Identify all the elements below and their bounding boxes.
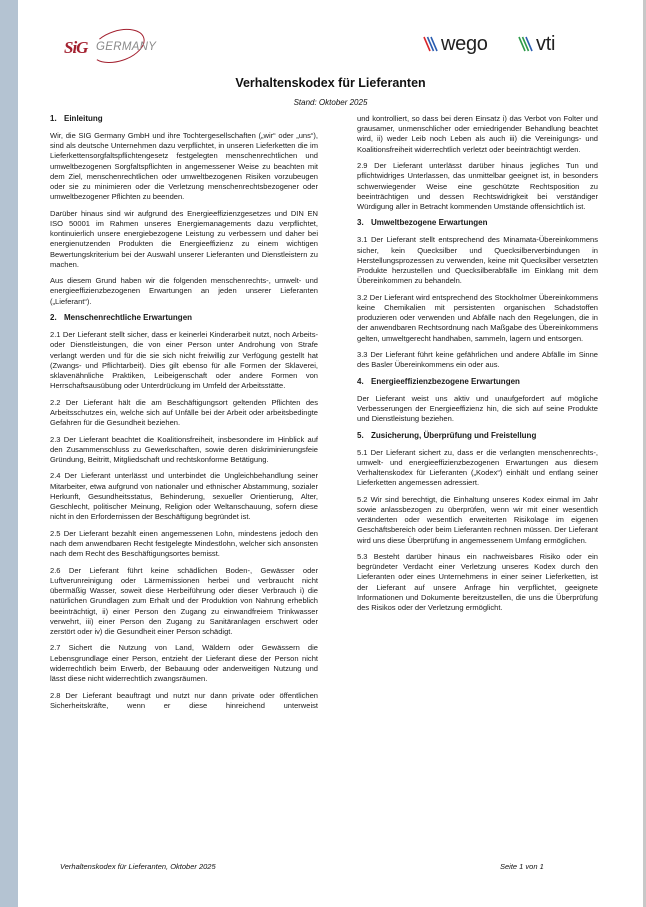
paragraph: 2.9 Der Lieferant unterlässt darüber hinaus jegliches Tun und pflichtwidriges Unterlassen, das unmittelbar geeignet ist, in besonders schwerwiegender Weise eine geschützte Rechtsposition zu beeinträchtigen und dessen Rechtswidrigkeit bei verständiger Würdigung aller in Betracht kommenden Umstände offensichtlich ist. [357,161,598,211]
paragraph: 2.2 Der Lieferant hält die am Beschäftigungsort geltenden Pflichten des Arbeitsschutzes ein, welche sich auf Unfälle bei der Arbeit oder arbeitsbedingte Gefahren für die Gesundheit beziehen. [50,397,318,428]
vti-wordmark: vti [536,32,556,55]
paragraph: 2.5 Der Lieferant bezahlt einen angemessenen Lohn, mindestens jedoch den nach dem anwendbaren Recht festgelegte Mindestlohn, welcher sich ansonsten nach dem Recht des Beschäftigungsortes bemisst. [50,528,318,559]
wego-logo [423,32,488,56]
vti-logo [518,32,555,56]
paragraph: 5.1 Der Lieferant sichert zu, dass er die verlangten menschenrechts-, umwelt- und energieeffizienzbezogenen Erwartungen aus diesem Verhaltenskodex für Lieferanten („Kodex“) einhält und entlang seiner Lieferketten angemessen adressiert. [357,447,598,488]
paragraph: 2.4 Der Lieferant unterlässt und unterbindet die Ungleichbehandlung seiner Mitarbeiter, etwa aufgrund von nationaler und ethnischer Abstammung, sozialer Herkunft, Gesundheitsstatus, Behinderung, sexueller Orientierung, Alter, Geschlecht, politischer Meinung, Religion oder Weltanschauung, sofern diese nicht in den Erfordernissen der Beschäftigung begründet ist. [50,471,318,522]
left-column [50,114,318,717]
paragraph: 2.6 Der Lieferant führt keine schädlichen Boden-, Gewässer oder Luftverunreinigung oder Lärmemissionen herbei und verbraucht nicht übermäßig Wasser, soweit diese Herbeiführung oder dieser Verbrauch i) die natürlichen Grundlagen zum Erhalt und der Produktion von Nahrung erheblich beeinträchtigt, ii) einer Person den Zugang zu einwandfreiem Trinkwasser verwehrt, iii) einer Person den Zugang zu Sanitäranlagen erschwert oder zerstört oder iv) die Gesundheit einer Person schädigt. [50,565,318,636]
paragraph: 2.8 Der Lieferant beauftragt und nutzt nur dann private oder öffentlichen Sicherheitskräfte, wenn er diese hinreichend unterweist [50,690,318,710]
wego-wordmark: wego [441,32,488,55]
section-heading-4: 4. Energieeffizienzbezogene Erwartungen [357,376,520,386]
paragraph: Darüber hinaus sind wir aufgrund des Energieeffizienzgesetzes und DIN EN ISO 50001 im Rahmen unseres Energiemanagements dazu verpflichtet, kontinuierlich unsere energiebezogene Leistung zu verbessern und daher bei energienutzenden Produkten die Energieeffizienz zu einem wichtigen Bewertungskriterium bei der Auswahl unserer Lieferanten und Dienstleistern zu machen. [50,208,318,269]
stripes-icon [518,35,534,53]
section-heading-2: 2. Menschenrechtliche Erwartungen [50,313,193,323]
paragraph: Aus diesem Grund haben wir die folgenden menschenrechts-, umwelt- und energieeffizienzbezogenen Erwartungen an jeden unserer Lieferanten („Lieferant“). [50,276,318,306]
paragraph: 2.1 Der Lieferant stellt sicher, dass er keinerlei Kinderarbeit nutzt, noch Arbeits- oder Dienstleistungen, die von einer Person unter Androhung von Strafe verlangt werden und für die sie sich nicht freiwillig zur Verfügung gestellt hat (Zwangs- und Pflichtarbeit). Dies gilt ebenso für alle Formen der Sklaverei, sklavenähnliche Praktiken, Leibeigenschaft oder andere Formen von Herrschaftsausübung oder Unterdrückung im Umfeld der Arbeitsstätte. [50,330,318,391]
sig-germany-logo [60,28,180,64]
paragraph: 3.1 Der Lieferant stellt entsprechend des Minamata-Übereinkommens sicher, kein Quecksilber und Quecksilberverbindungen in Herstellungsprozessen zu verwenden, keine mit Quecksilber versetzten Produkte herzustellen und Quecksilberabfälle im Einklang mit dem Übereinkommen zu behandeln. [357,235,598,286]
logo-word: GERMANY [96,41,157,53]
page-number: Seite 1 von 1 [500,862,544,871]
section-heading-3: 3. Umweltbezogene Erwartungen [357,218,488,228]
section-heading-1: 1. Einleitung [50,114,103,123]
paragraph: 2.7 Sichert die Nutzung von Land, Wäldern oder Gewässern die Lebensgrundlage einer Person, entzieht der Lieferant diese der Person nicht widerrechtlich beim Erwerb, der Bebauung oder anderweitigen Nutzung und lässt diese nicht widerrechtlich zwangsräumen. [50,643,318,684]
document-date: Stand: Oktober 2025 [293,98,368,107]
paragraph-continued: und kontrolliert, so dass bei deren Einsatz i) das Verbot von Folter und grausamer, unmenschlicher oder erniedrigender Behandlung beachtet wird, ii) weder Leib noch Leben als auch iii) die Vereinigungs- und Koalitionsfreiheit widerrechtlich verletzt oder beeinträchtigt werden. [357,114,598,154]
stripes-icon [423,35,439,53]
viewer-gutter [0,0,18,907]
paragraph: Wir, die SIG Germany GmbH und ihre Tochtergesellschaften („wir“ oder „uns“), sind als deutsche Unternehmen dazu verpflichtet, in unseren Lieferketten die im Lieferkettensorgfaltspflichtengesetz festgelegten menschenrechtlichen und umweltbezogenen Sorgfaltspflichten in angemessener Weise zu beachten mit dem Ziel, menschenrechtlichen oder umweltbezogenen Risiken vorzubeugen oder sie zu minimieren oder die Verletzung menschenrechtsbezogener oder umweltbezogener Pflichten zu beenden. [50,131,318,202]
section-heading-5: 5. Zusicherung, Überprüfung und Freistellung [357,430,537,440]
logo-mark: SiG [64,38,88,57]
paragraph: 3.3 Der Lieferant führt keine gefährlichen und andere Abfälle im Sinne des Basler Übereinkommens ein oder aus. [357,350,598,370]
paragraph: 5.2 Wir sind berechtigt, die Einhaltung unseres Kodex einmal im Jahr sowie anlassbezogen zu überprüfen, wenn wir mit einer wesentlich veränderten oder wesentlich erweiterten Risikolage im eigenen Geschäftsbereich oder beim Lieferanten rechnen müssen. Der Lieferant wird uns diese Überprüfung in angemessenem Umfang ermöglichen. [357,494,598,545]
paragraph: 3.2 Der Lieferant wird entsprechend des Stockholmer Übereinkommens keine Chemikalien mit persistenten organischen Schadstoffen produzieren oder verwenden und Abfälle nach den Regelungen, die in der anwendbaren Rechtsordnung nach Maßgabe des Übereinkommens gelten, umweltgerecht handhaben, sammeln, lagern und entsorgen. [357,292,598,343]
document-title: Verhaltenskodex für Lieferanten [235,76,426,90]
footer-title: Verhaltenskodex für Lieferanten, Oktober 2025 [60,862,216,871]
paragraph: 2.3 Der Lieferant beachtet die Koalitionsfreiheit, insbesondere im Hinblick auf den Zusammenschluss zu Gewerkschaften, sowie deren diskriminierungsfeie Gründung, Beitritt, Mitgliedschaft und rechtskonforme Betätigung. [50,434,318,464]
document-page [18,0,643,907]
paragraph: Der Lieferant weist uns aktiv und unaufgefordert auf mögliche Verbesserungen der Energieeffizienz hin, die sich auf seine Produkte und Dienstleistung beziehen. [357,393,598,424]
right-column [357,114,598,620]
paragraph: 5.3 Besteht darüber hinaus ein nachweisbares Risiko oder ein begründeter Verdacht einer Verletzung unseres Kodex durch den Lieferanten oder eines Unternehmens in einer seiner Lieferketten, ist der Lieferant auf unsere Anfrage hin verpflichtet, geeignete Informationen und Dokumente bereitzustellen, die uns die Überprüfung des Risikos oder der Verletzung ermöglicht. [357,552,598,613]
